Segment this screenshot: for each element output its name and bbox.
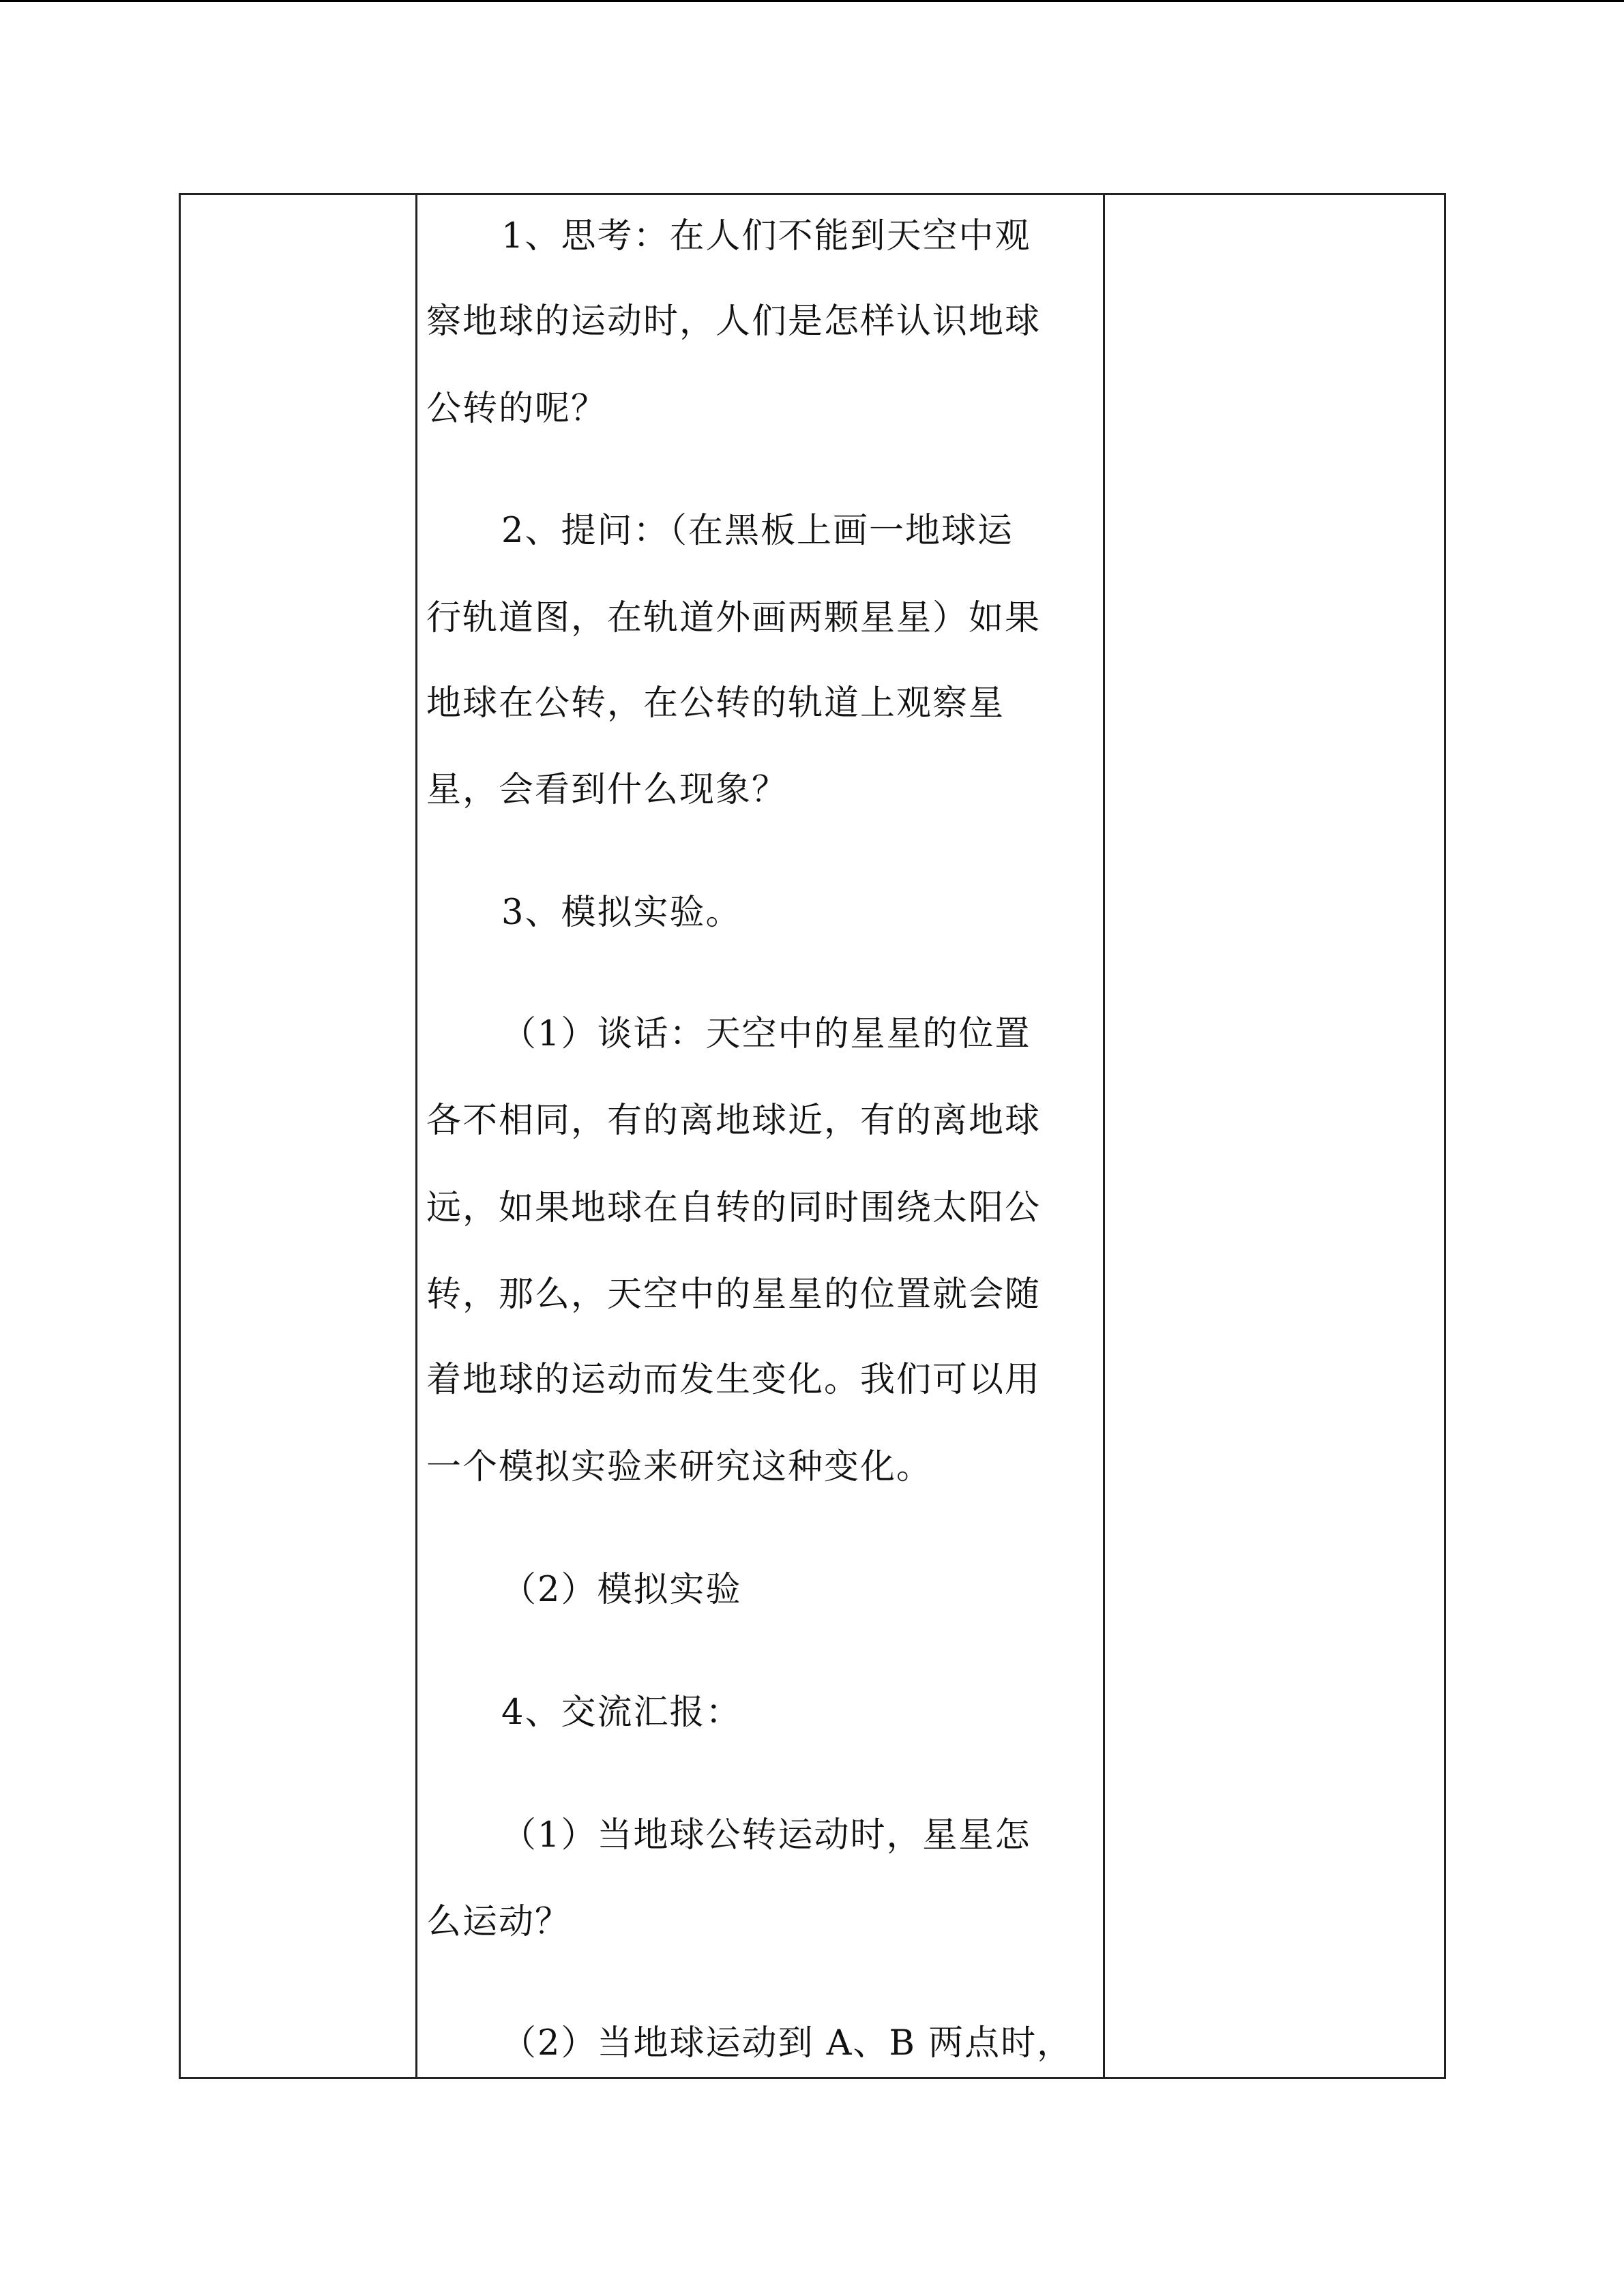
paragraph-line: 察地球的运动时，人们是怎样认识地球 [426,301,1042,342]
paragraph-line: 行轨道图，在轨道外画两颗星星）如果 [426,598,1042,638]
table-column-divider-right [1103,195,1105,2077]
paragraph-line: 远，如果地球在自转的同时围绕太阳公 [426,1188,1042,1228]
paragraph-line: （1）谈话：天空中的星星的位置 [501,1014,1031,1054]
paragraph-line: 么运动？ [426,1902,572,1942]
paragraph-line: 2、提问：（在黑板上画一地球运 [501,511,1014,551]
paragraph-line: 着地球的运动而发生变化。我们可以用 [426,1360,1042,1400]
paragraph-line: 各不相同，有的离地球近，有的离地球 [426,1101,1042,1141]
paragraph-line: （2）模拟实验 [501,1570,742,1610]
lesson-table [179,193,1446,2079]
paragraph-line: 星，会看到什么现象？ [426,770,788,810]
paragraph-line: 公转的呢？ [426,389,608,429]
paragraph-line: 3、模拟实验。 [501,893,742,933]
lesson-content-cell [426,195,1095,2077]
paragraph-line: 4、交流汇报： [501,1693,742,1733]
table-column-divider-left [415,195,417,2077]
paragraph-line: （1）当地球公转运动时，星星怎 [501,1815,1031,1855]
paragraph-line: （2）当地球运动到 A、B 两点时， [501,2023,1074,2063]
paragraph-line: 转，那么，天空中的星星的位置就会随 [426,1274,1042,1315]
page-top-border [0,0,1624,2]
paragraph-line: 一个模拟实验来研究这种变化。 [426,1447,933,1487]
paragraph-line: 地球在公转，在公转的轨道上观察星 [426,683,1005,724]
paragraph-line: 1、思考：在人们不能到天空中观 [501,216,1031,256]
